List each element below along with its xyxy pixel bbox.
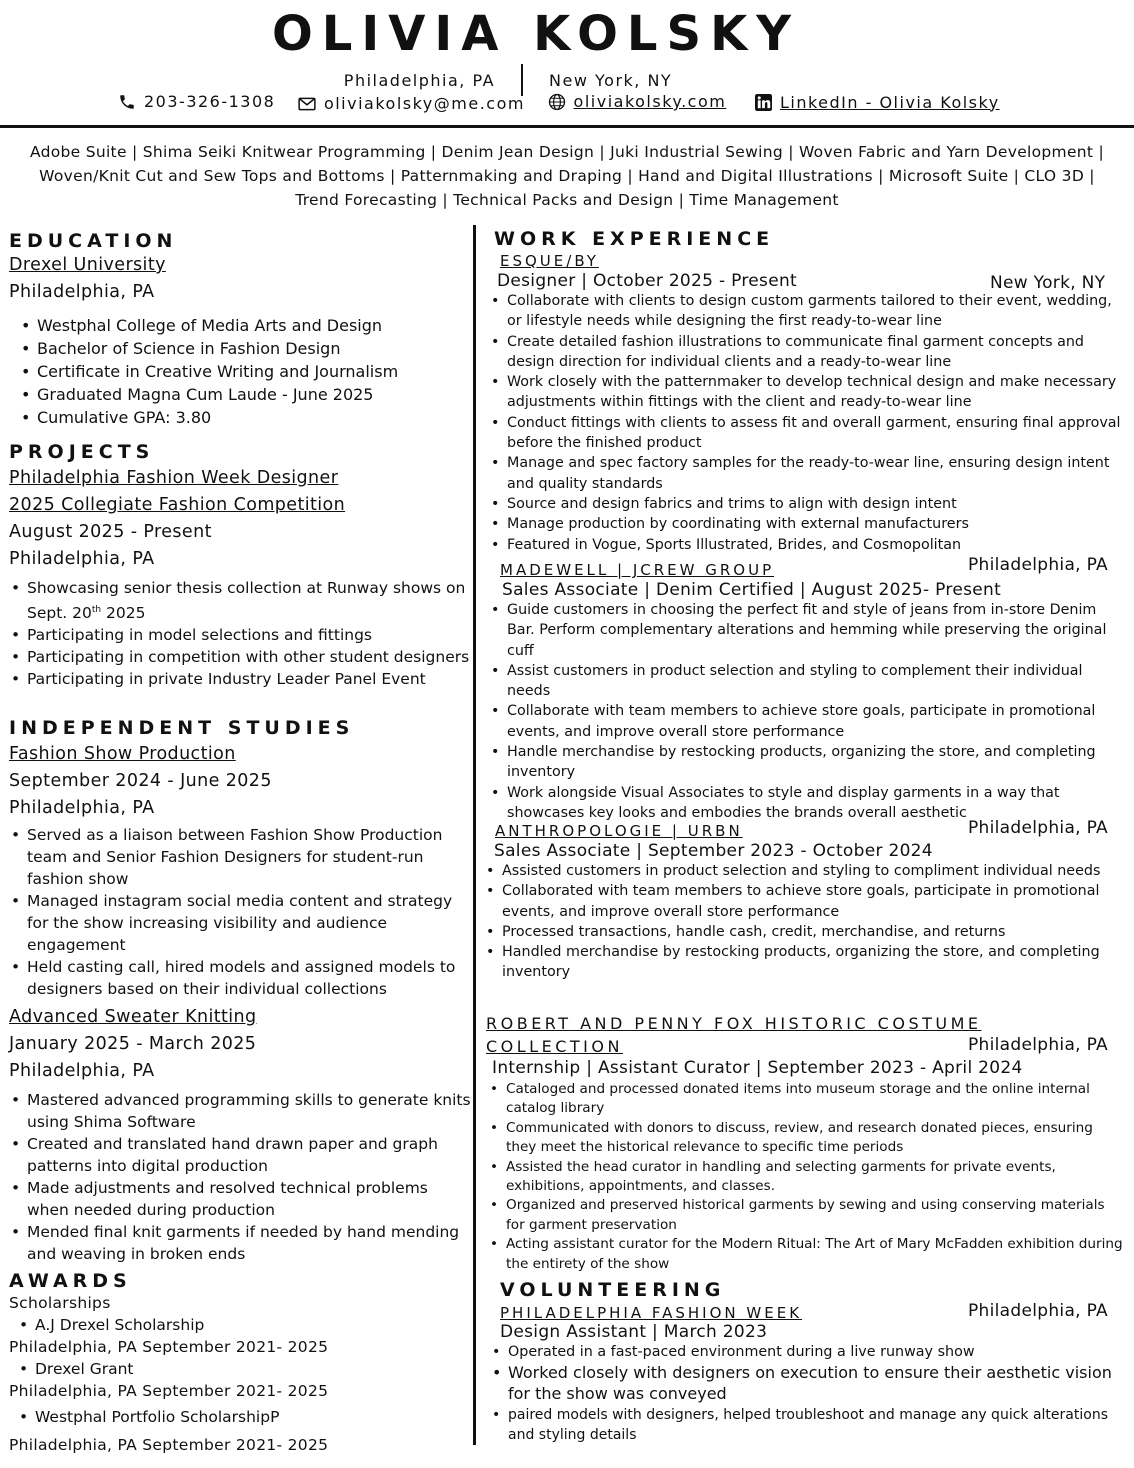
project-title-line1: Philadelphia Fashion Week Designer (9, 468, 339, 488)
list-item: • Participating in private Industry Leader Panel Event (9, 668, 471, 690)
phone-icon (118, 93, 136, 111)
list-item: • Bachelor of Science in Fashion Design (19, 337, 471, 360)
independent-studies-heading: INDEPENDENT STUDIES (9, 717, 355, 739)
contact-line (118, 92, 1016, 115)
award-list (17, 1314, 471, 1336)
job-location: Philadelphia, PA (968, 1035, 1108, 1055)
volunteer-duties (490, 1342, 1130, 1445)
list-item: • Drexel Grant (17, 1358, 471, 1380)
list-item: • Assisted customers in product selection and styling to compliment individual needs (484, 861, 1124, 881)
job-location: New York, NY (990, 273, 1106, 293)
job-role: Internship | Assistant Curator | September 2023 - April 2024 (492, 1058, 1023, 1078)
list-item: • Handled merchandise by restocking products, organizing the store, and completing inventory (484, 942, 1124, 983)
award-detail: Philadelphia, PA September 2021- 2025 (9, 1382, 329, 1400)
job-location: Philadelphia, PA (968, 818, 1108, 838)
education-heading: EDUCATION (9, 230, 178, 252)
list-item: • Certificate in Creative Writing and Journalism (19, 360, 471, 383)
phone-contact (118, 92, 275, 111)
study-dates: January 2025 - March 2025 (9, 1034, 257, 1054)
list-item: • Assist customers in product selection and styling to complement their individual needs (489, 661, 1127, 702)
list-item: • Communicated with donors to discuss, review, and research donated pieces, ensuring they meet the historical relevance to specific time periods (488, 1119, 1124, 1158)
list-item: • Manage and spec factory samples for the ready-to-wear line, ensuring design intent and quality standards (489, 453, 1127, 494)
list-item: • Conduct fittings with clients to assess fit and overall garment, ensuring final approval before the finished product (489, 413, 1127, 454)
header-divider (0, 125, 1134, 128)
list-item: • Handle merchandise by restocking products, organizing the store, and completing inventory (489, 742, 1127, 783)
list-item: • Work alongside Visual Associates to style and display garments in a way that showcases key looks and embodies the brands overall aesthetic (489, 783, 1127, 824)
list-item: • Cataloged and processed donated items into museum storage and the online internal catalog library (488, 1080, 1124, 1119)
website-link[interactable]: oliviakolsky.com (573, 92, 727, 111)
company-name: ANTHROPOLOGIE | URBN (495, 822, 743, 840)
list-item: • Source and design fabrics and trims to align with design intent (489, 494, 1127, 514)
study-dates: September 2024 - June 2025 (9, 771, 272, 791)
list-item: • Assisted the head curator in handling and selecting garments for private events, exhibitions, appointments, and classes. (488, 1158, 1124, 1197)
project-location: Philadelphia, PA (9, 549, 155, 569)
education-list (19, 314, 471, 429)
company-name: ESQUE/BY (500, 252, 599, 270)
job-madewell (497, 561, 1127, 823)
list-item: • Managed instagram social media content and strategy for the show increasing visibility and audience engagement (9, 890, 471, 956)
city-philadelphia: Philadelphia, PA (343, 71, 496, 90)
job-esque-by (497, 252, 1127, 555)
list-item: • Participating in model selections and fittings (9, 624, 471, 646)
list-item: • Mended final knit garments if needed by hand mending and weaving in broken ends (9, 1221, 471, 1265)
list-item: • Held casting call, hired models and assigned models to designers based on their individual collections (9, 956, 471, 1000)
column-divider (473, 225, 476, 1445)
company-name-cont: COLLECTION (486, 1037, 623, 1056)
job-role: Sales Associate | September 2023 - October 2024 (494, 841, 933, 861)
list-item: • Collaborate with clients to design custom garments tailored to their event, wedding, or lifestyle needs while designing the first ready-to-wear line (489, 291, 1127, 332)
company-name: ROBERT AND PENNY FOX HISTORIC COSTUME (486, 1014, 982, 1033)
list-item: • Mastered advanced programming skills to generate knits using Shima Software (9, 1089, 471, 1133)
list-item: • Westphal College of Media Arts and Design (19, 314, 471, 337)
linkedin-contact[interactable] (755, 93, 1000, 112)
list-item: • Graduated Magna Cum Laude - June 2025 (19, 383, 471, 406)
list-item: • Guide customers in choosing the perfect fit and style of jeans from in-store Denim Bar. Perform complementary alterations and hemming while preserving the original cuff (489, 600, 1127, 661)
job-location: Philadelphia, PA (968, 1301, 1108, 1321)
volunteering-heading: VOLUNTEERING (500, 1279, 726, 1301)
email-contact[interactable] (298, 94, 525, 113)
mail-icon (298, 97, 316, 111)
list-item: • Created and translated hand drawn paper and graph patterns into digital production (9, 1133, 471, 1177)
job-anthropologie (494, 822, 1124, 983)
list-item: • Served as a liaison between Fashion Show Production team and Senior Fashion Designers for student-run fashion show (9, 824, 471, 890)
globe-icon (548, 93, 566, 111)
list-item: • Westphal Portfolio ScholarshipP (17, 1406, 471, 1428)
website-contact[interactable] (548, 92, 727, 111)
work-experience-section (494, 228, 1124, 250)
award-detail: Philadelphia, PA September 2021- 2025 (9, 1436, 329, 1454)
list-item: • Participating in competition with other student designers (9, 646, 471, 668)
projects-list (9, 577, 471, 690)
study-list (9, 1089, 471, 1265)
list-item: • Cumulative GPA: 3.80 (19, 406, 471, 429)
list-item: • Processed transactions, handle cash, credit, merchandise, and returns (484, 922, 1124, 942)
award-list (17, 1406, 471, 1428)
job-role: Sales Associate | Denim Certified | August 2025- Present (502, 580, 1002, 600)
study-title: Fashion Show Production (9, 744, 236, 764)
skills-summary: Adobe Suite | Shima Seiki Knitwear Programming | Denim Jean Design | Juki Industrial Sewing | Woven Fabric and Yarn Development | Woven/Knit Cut and Sew Tops and Bottoms | Patternmaking and Draping | Hand and Digital Illustrations | Microsoft Suite | CLO 3D | Trend Forecasting | Technical Packs and Design | Time Management (29, 143, 1105, 209)
independent-studies-section (9, 717, 471, 1265)
projects-heading: PROJECTS (9, 441, 155, 463)
job-role: Design Assistant | March 2023 (500, 1322, 768, 1342)
school-location: Philadelphia, PA (9, 282, 155, 302)
project-title-line2: 2025 Collegiate Fashion Competition (9, 495, 346, 515)
job-role: Designer | October 2025 - Present (497, 271, 798, 291)
job-duties (489, 600, 1127, 823)
list-item: • Acting assistant curator for the Modern Ritual: The Art of Mary McFadden exhibition during the entirety of the show (488, 1235, 1124, 1274)
list-item: • Work closely with the patternmaker to develop technical design and make necessary adjustments within fittings with the client and ready-to-wear line (489, 372, 1127, 413)
project-dates: August 2025 - Present (9, 522, 212, 542)
list-item: • Operated in a fast-paced environment during a live runway show (490, 1342, 1130, 1362)
award-detail: Philadelphia, PA September 2021- 2025 (9, 1338, 329, 1356)
study-title: Advanced Sweater Knitting (9, 1007, 257, 1027)
award-list (17, 1358, 471, 1380)
linkedin-link[interactable]: LinkedIn - Olivia Kolsky (779, 92, 1000, 112)
list-item: • paired models with designers, helped troubleshoot and manage any quick alterations and styling details (490, 1406, 1130, 1445)
candidate-name: OLIVIA KOLSKY (271, 6, 801, 62)
list-item: • Collaborate with team members to achieve store goals, participate in promotional events, and improve overall store performance (489, 701, 1127, 742)
job-location: Philadelphia, PA (968, 555, 1108, 575)
awards-section (9, 1270, 471, 1456)
job-duties (488, 1080, 1124, 1274)
linkedin-icon (755, 94, 772, 111)
city-new-york: New York, NY (549, 71, 673, 90)
work-experience-heading: WORK EXPERIENCE (494, 228, 775, 250)
study-list (9, 824, 471, 1000)
awards-subheading: Scholarships (9, 1294, 111, 1312)
study-location: Philadelphia, PA (9, 798, 155, 818)
projects-section (9, 441, 471, 690)
awards-heading: AWARDS (9, 1270, 132, 1292)
company-name: PHILADELPHIA FASHION WEEK (500, 1304, 803, 1322)
list-item: • Featured in Vogue, Sports Illustrated, Brides, and Cosmopolitan (489, 535, 1127, 555)
phone-number: 203-326-1308 (144, 92, 276, 111)
list-item: • Showcasing senior thesis collection at Runway shows on Sept. 20th 2025 (9, 577, 471, 624)
list-item: • Organized and preserved historical garments by sewing and using conserving materials for garment preservation (488, 1196, 1124, 1235)
list-item: • A.J Drexel Scholarship (17, 1314, 471, 1336)
education-section (9, 230, 471, 429)
list-item: • Create detailed fashion illustrations to communicate final garment concepts and design direction for individual clients and a ready-to-wear line (489, 332, 1127, 373)
list-item: • Manage production by coordinating with external manufacturers (489, 514, 1127, 534)
study-location: Philadelphia, PA (9, 1061, 155, 1081)
job-duties (484, 861, 1124, 983)
email-address[interactable]: oliviakolsky@me.com (323, 94, 525, 113)
company-name: MADEWELL | JCREW GROUP (500, 561, 775, 579)
list-item: • Collaborated with team members to achieve store goals, participate in promotional events, and improve overall store performance (484, 881, 1124, 922)
list-item: • Made adjustments and resolved technical problems when needed during production (9, 1177, 471, 1221)
school-name: Drexel University (9, 255, 166, 275)
job-duties (489, 291, 1127, 555)
list-item: • Worked closely with designers on execution to ensure their aesthetic vision for the show was conveyed (490, 1362, 1130, 1404)
